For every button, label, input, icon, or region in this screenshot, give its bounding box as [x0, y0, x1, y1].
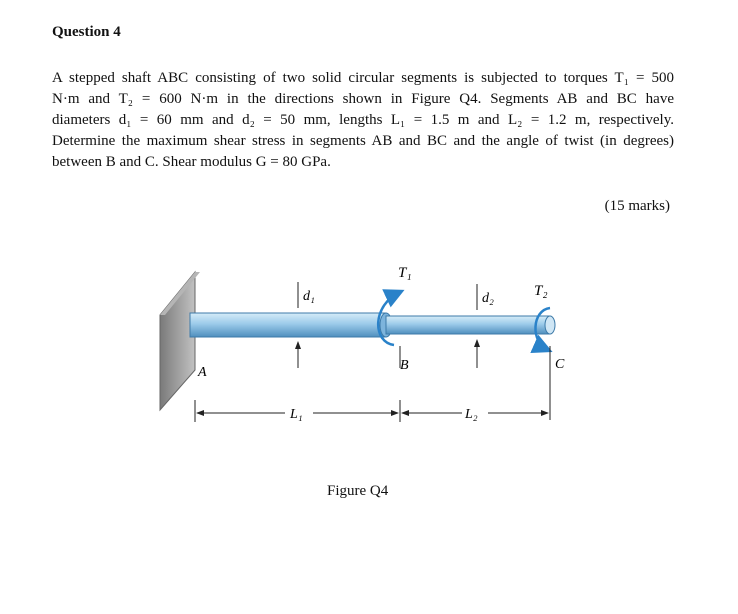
label-d2: d₂: [482, 291, 494, 306]
label-d1: d₁: [303, 289, 315, 304]
figure-caption: Figure Q4: [327, 483, 389, 499]
label-b: B: [400, 358, 409, 373]
label-a: A: [198, 365, 207, 380]
label-t2: T₂: [534, 283, 548, 299]
question-line: between B and C. Shear modulus G = 80 GPa.: [52, 154, 331, 170]
shaft-diagram: [150, 250, 590, 450]
question-title: Question 4: [52, 24, 121, 40]
question-line: N·m and T₂ = 600 N·m in the directions shown in Figure Q4. Segments AB and BC have: [52, 91, 674, 107]
marks-label: (15 marks): [604, 198, 670, 214]
label-l2: L₂: [465, 407, 478, 422]
question-line: A stepped shaft ABC consisting of two solid circular segments is subjected to torques T₁ = 500: [52, 70, 674, 86]
shaft-segment-bc: [386, 316, 555, 334]
label-l1: L₁: [290, 407, 303, 422]
question-text: [52, 68, 674, 173]
fixed-support-wall: [160, 272, 200, 410]
shaft-segment-ab: [190, 313, 392, 337]
label-t1: T₁: [398, 265, 412, 281]
figure-q4: [150, 250, 590, 450]
question-line: Determine the maximum shear stress in segments AB and BC and the angle of twist (in degrees): [52, 133, 674, 149]
question-line: diameters d₁ = 60 mm and d₂ = 50 mm, lengths L₁ = 1.5 m and L₂ = 1.2 m, respectively.: [52, 112, 674, 128]
label-c: C: [555, 357, 565, 372]
